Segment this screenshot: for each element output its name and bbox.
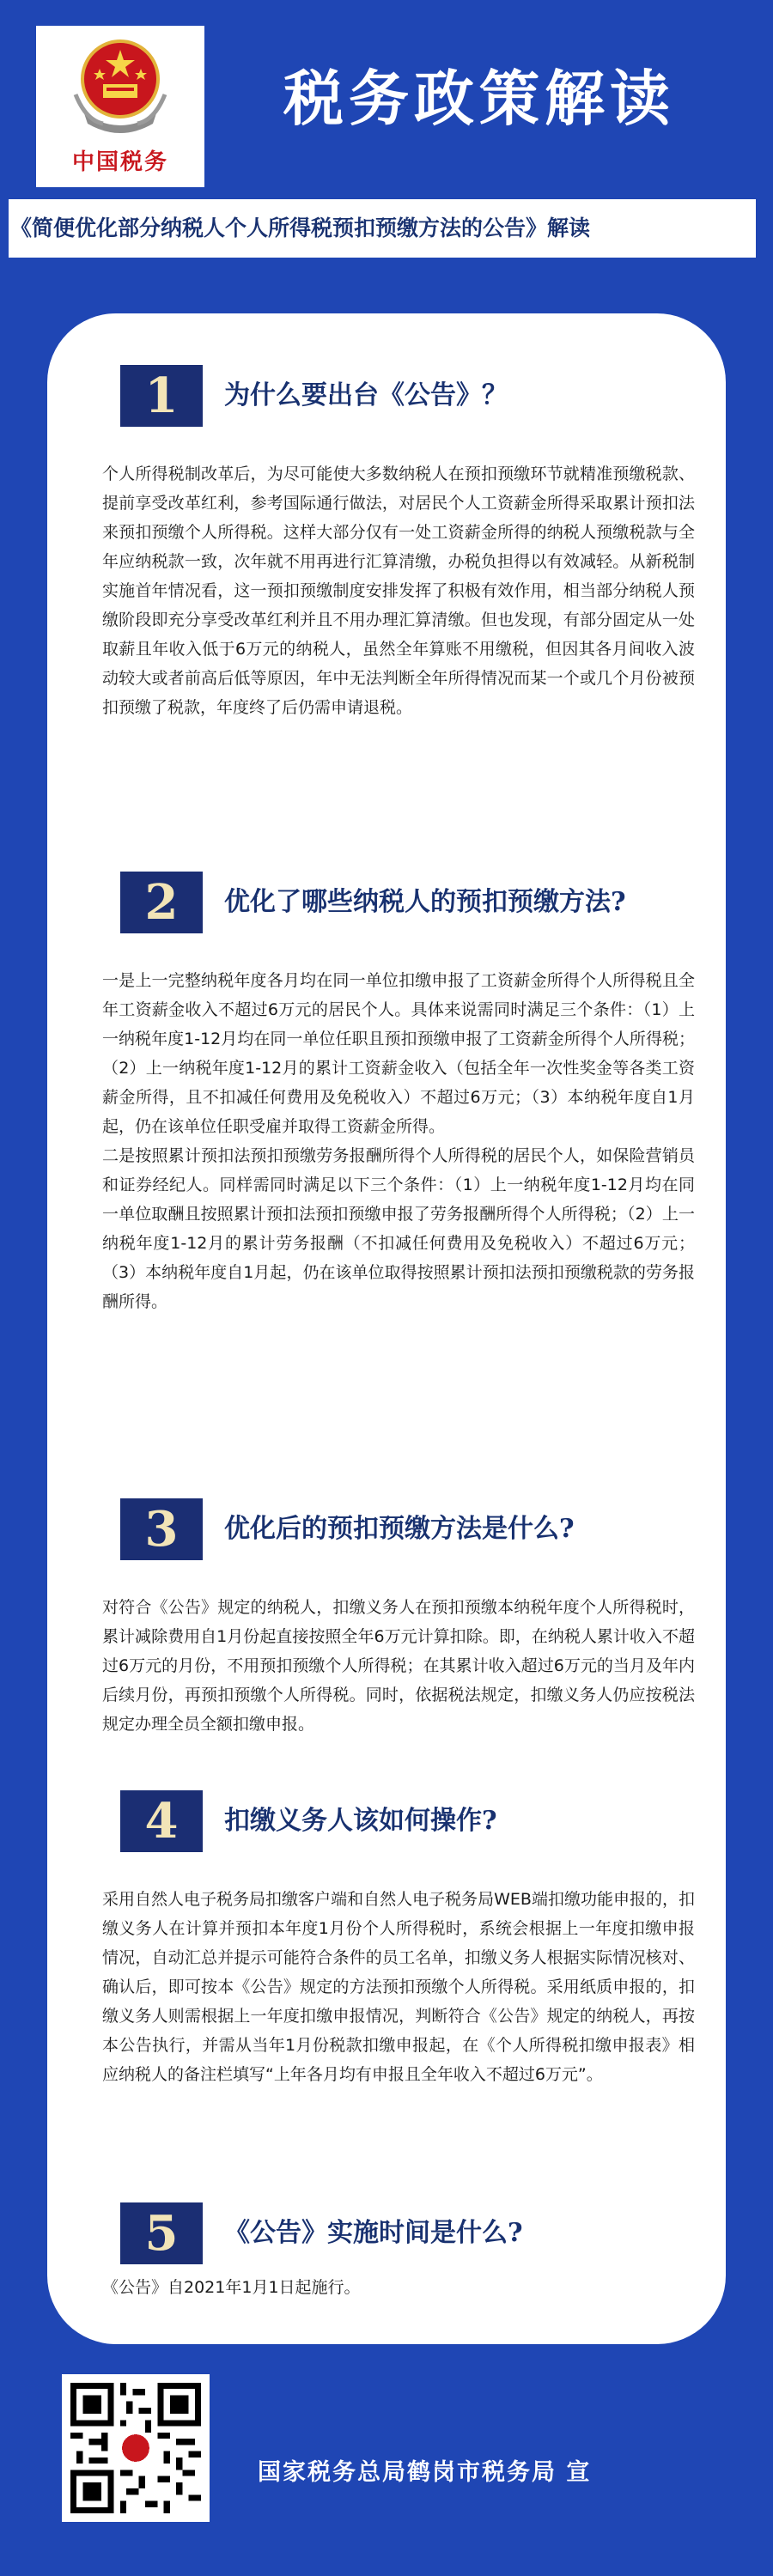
- subtitle-banner: 《简便优化部分纳税人个人所得税预扣预缴方法的公告》解读: [9, 199, 756, 258]
- paragraph: 对符合《公告》规定的纳税人，扣缴义务人在预扣预缴本纳税年度个人所得税时，累计减除费用自1月份起直接按照全年6万元计算扣除。即，在纳税人累计收入不超过6万元的月份，不用预扣预缴个人所得税；在其累计收入超过6万元的当月及年内后续月份，再预扣预缴个人所得税。同时，依据税法规定，扣缴义务人仍应按税法规定办理全员全额扣缴申报。: [102, 1598, 695, 1734]
- tax-emblem-icon: [69, 34, 172, 142]
- paragraph: 一是上一完整纳税年度各月均在同一单位扣缴申报了工资薪金所得个人所得税且全年工资薪金收入不超过6万元的居民个人。具体来说需同时满足三个条件：（1）上一纳税年度1-12月均在同一单位任职且预扣预缴申报了工资薪金所得个人所得税；（2）上一纳税年度1-12月的累计工资薪金收入（包括全年一次性奖金等各类工资薪金所得，且不扣减任何费用及免税收入）不超过6万元；（3）本纳税年度自1月起，仍在该单位任职受雇并取得工资薪金所得。: [102, 971, 695, 1136]
- logo: [36, 26, 204, 187]
- section-body: [102, 966, 695, 1316]
- section-number: 2: [120, 872, 203, 933]
- section-body: [102, 459, 695, 722]
- issuer-text: 国家税务总局鹤岗市税务局 宣: [258, 2459, 592, 2486]
- paragraph: 《公告》自2021年1月1日起施行。: [102, 2278, 361, 2297]
- page-title: 税务政策解读: [283, 63, 675, 134]
- header: [0, 0, 773, 197]
- qr-code-icon: [70, 2383, 201, 2513]
- section-question: 为什么要出台《公告》？: [224, 380, 508, 410]
- brand-text: 中国税务: [71, 149, 168, 175]
- section-question: 《公告》实施时间是什么?: [224, 2218, 523, 2248]
- paragraph: 二是按照累计预扣法预扣预缴劳务报酬所得个人所得税的居民个人，如保险营销员和证券经纪人。同样需同时满足以下三个条件：（1）上一纳税年度1-12月均在同一单位取酬且按照累计预扣法预扣预缴申报了劳务报酬所得个人所得税；（2）上一纳税年度1-12月的累计劳务报酬（不扣减任何费用及免税收入）不超过6万元；（3）本纳税年度自1月起，仍在该单位取得按照累计预扣法预扣预缴税款的劳务报酬所得。: [102, 1146, 695, 1311]
- section-question: 优化后的预扣预缴方法是什么?: [224, 1514, 575, 1544]
- section-body: [102, 2273, 695, 2302]
- section-body: [102, 1885, 695, 2089]
- section-question: 扣缴义务人该如何操作?: [224, 1806, 497, 1836]
- section-body: [102, 1593, 695, 1739]
- section-number: 5: [120, 2202, 203, 2264]
- paragraph: 采用自然人电子税务局扣缴客户端和自然人电子税务局WEB端扣缴功能申报的，扣缴义务人在计算并预扣本年度1月份个人所得税时，系统会根据上一年度扣缴申报情况，自动汇总并提示可能符合条件的员工名单，扣缴义务人根据实际情况核对、确认后，即可按本《公告》规定的方法预扣预缴个人所得税。采用纸质申报的，扣缴义务人则需根据上一年度扣缴申报情况，判断符合《公告》规定的纳税人，再按本公告执行，并需从当年1月份税款扣缴申报起，在《个人所得税扣缴申报表》相应纳税人的备注栏填写“上年各月均有申报且全年收入不超过6万元”。: [102, 1890, 695, 2084]
- section-number: 1: [120, 365, 203, 427]
- section-question: 优化了哪些纳税人的预扣预缴方法?: [224, 887, 626, 917]
- section-number: 4: [120, 1790, 203, 1852]
- paragraph: 个人所得税制改革后，为尽可能使大多数纳税人在预扣预缴环节就精准预缴税款、提前享受改革红利，参考国际通行做法，对居民个人工资薪金所得采取累计预扣法来预扣预缴个人所得税。这样大部分仅有一处工资薪金所得的纳税人预缴税款与全年应纳税款一致，次年就不用再进行汇算清缴，办税负担得以有效减轻。从新税制实施首年情况看，这一预扣预缴制度安排发挥了积极有效作用，相当部分纳税人预缴阶段即充分享受改革红利并且不用办理汇算清缴。但也发现，有部分固定从一处取薪且年收入低于6万元的纳税人，虽然全年算账不用缴税，但因其各月间收入波动较大或者前高后低等原因，年中无法判断全年所得情况而某一个或几个月份被预扣预缴了税款，年度终了后仍需申请退税。: [102, 465, 695, 717]
- content-card: [47, 313, 726, 2344]
- qr-code[interactable]: [62, 2374, 210, 2522]
- footer: [0, 2374, 773, 2576]
- section-number: 3: [120, 1498, 203, 1560]
